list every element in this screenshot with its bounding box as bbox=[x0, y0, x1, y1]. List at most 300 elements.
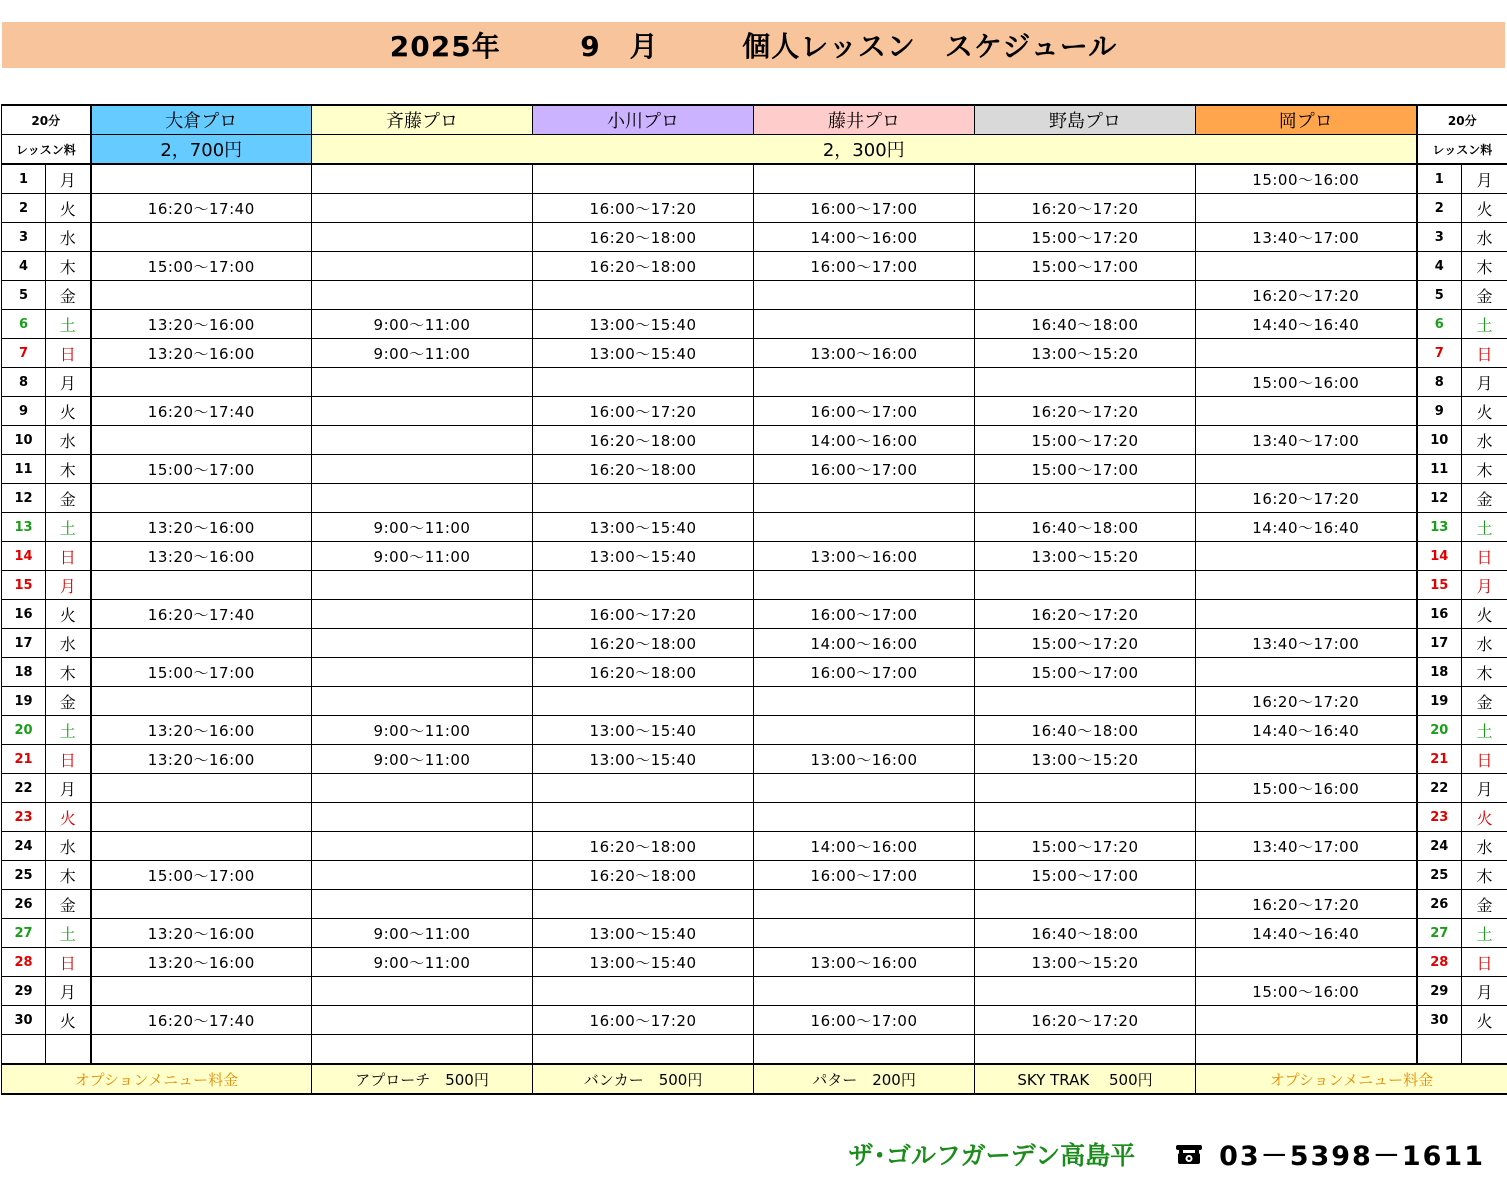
time-slot-nojima bbox=[975, 484, 1196, 513]
time-slot-oka: 16:20～17:20 bbox=[1196, 484, 1417, 513]
time-slot-saito bbox=[312, 977, 533, 1006]
title-bar bbox=[2, 22, 1505, 68]
duration-label-right: 20分 bbox=[1417, 105, 1507, 135]
schedule-row bbox=[2, 919, 1507, 948]
day-number-right: 2 bbox=[1417, 194, 1462, 223]
time-slot-ogawa: 13:00～15:40 bbox=[533, 716, 754, 745]
day-number: 26 bbox=[2, 890, 46, 919]
day-of-week: 日 bbox=[46, 339, 91, 368]
day-number-right: 21 bbox=[1417, 745, 1462, 774]
time-slot-oka bbox=[1196, 861, 1417, 890]
fee-label-right: レッスン料 bbox=[1417, 135, 1507, 165]
time-slot-oka bbox=[1196, 339, 1417, 368]
day-of-week: 金 bbox=[46, 687, 91, 716]
empty-cell bbox=[46, 1035, 91, 1065]
time-slot-nojima: 15:00～17:00 bbox=[975, 252, 1196, 281]
empty-cell bbox=[312, 1035, 533, 1065]
time-slot-nojima bbox=[975, 368, 1196, 397]
time-slot-okura: 15:00～17:00 bbox=[91, 861, 312, 890]
option-item: バンカー 500円 bbox=[533, 1064, 754, 1094]
time-slot-saito bbox=[312, 397, 533, 426]
time-slot-nojima: 16:20～17:20 bbox=[975, 1006, 1196, 1035]
day-number-right: 30 bbox=[1417, 1006, 1462, 1035]
schedule-body bbox=[2, 105, 1507, 1094]
time-slot-ogawa bbox=[533, 484, 754, 513]
day-number-right: 25 bbox=[1417, 861, 1462, 890]
day-number-right: 20 bbox=[1417, 716, 1462, 745]
time-slot-ogawa: 13:00～15:40 bbox=[533, 919, 754, 948]
time-slot-ogawa: 16:20～18:00 bbox=[533, 223, 754, 252]
store-name: ザ･ゴルフガーデン高島平 bbox=[848, 1140, 1136, 1170]
day-number: 6 bbox=[2, 310, 46, 339]
day-number-right: 5 bbox=[1417, 281, 1462, 310]
time-slot-saito bbox=[312, 223, 533, 252]
fee-label-left: レッスン料 bbox=[2, 135, 91, 165]
time-slot-okura bbox=[91, 281, 312, 310]
time-slot-nojima: 15:00～17:20 bbox=[975, 832, 1196, 861]
time-slot-nojima: 15:00～17:20 bbox=[975, 223, 1196, 252]
time-slot-saito bbox=[312, 484, 533, 513]
day-number: 25 bbox=[2, 861, 46, 890]
day-of-week: 金 bbox=[46, 281, 91, 310]
time-slot-saito bbox=[312, 252, 533, 281]
day-number-right: 13 bbox=[1417, 513, 1462, 542]
day-of-week: 金 bbox=[46, 890, 91, 919]
time-slot-saito bbox=[312, 1006, 533, 1035]
time-slot-nojima: 13:00～15:20 bbox=[975, 339, 1196, 368]
time-slot-fujii: 13:00～16:00 bbox=[754, 745, 975, 774]
pro-header-okura: 大倉プロ bbox=[91, 105, 312, 135]
time-slot-oka: 15:00～16:00 bbox=[1196, 977, 1417, 1006]
day-number: 8 bbox=[2, 368, 46, 397]
schedule-row bbox=[2, 629, 1507, 658]
time-slot-ogawa: 13:00～15:40 bbox=[533, 542, 754, 571]
time-slot-fujii bbox=[754, 281, 975, 310]
time-slot-okura bbox=[91, 890, 312, 919]
time-slot-saito bbox=[312, 164, 533, 194]
time-slot-okura bbox=[91, 426, 312, 455]
day-number-right: 28 bbox=[1417, 948, 1462, 977]
time-slot-saito bbox=[312, 890, 533, 919]
time-slot-fujii: 16:00～17:00 bbox=[754, 658, 975, 687]
time-slot-nojima bbox=[975, 571, 1196, 600]
day-of-week-right: 木 bbox=[1462, 861, 1507, 890]
time-slot-okura bbox=[91, 977, 312, 1006]
schedule-row bbox=[2, 455, 1507, 484]
time-slot-okura bbox=[91, 774, 312, 803]
day-of-week: 水 bbox=[46, 426, 91, 455]
day-of-week-right: 水 bbox=[1462, 223, 1507, 252]
day-of-week: 月 bbox=[46, 368, 91, 397]
time-slot-fujii bbox=[754, 890, 975, 919]
time-slot-saito: 9:00～11:00 bbox=[312, 542, 533, 571]
day-number: 27 bbox=[2, 919, 46, 948]
schedule-row bbox=[2, 542, 1507, 571]
time-slot-fujii bbox=[754, 513, 975, 542]
day-of-week: 土 bbox=[46, 513, 91, 542]
schedule-row bbox=[2, 252, 1507, 281]
time-slot-saito: 9:00～11:00 bbox=[312, 745, 533, 774]
day-number: 16 bbox=[2, 600, 46, 629]
time-slot-oka: 13:40～17:00 bbox=[1196, 629, 1417, 658]
time-slot-nojima: 13:00～15:20 bbox=[975, 745, 1196, 774]
day-number-right: 9 bbox=[1417, 397, 1462, 426]
day-of-week-right: 月 bbox=[1462, 164, 1507, 194]
day-of-week: 火 bbox=[46, 803, 91, 832]
day-number-right: 23 bbox=[1417, 803, 1462, 832]
time-slot-fujii bbox=[754, 310, 975, 339]
time-slot-oka: 13:40～17:00 bbox=[1196, 832, 1417, 861]
day-of-week-right: 日 bbox=[1462, 948, 1507, 977]
time-slot-oka: 15:00～16:00 bbox=[1196, 774, 1417, 803]
day-of-week-right: 火 bbox=[1462, 397, 1507, 426]
day-number: 3 bbox=[2, 223, 46, 252]
time-slot-oka bbox=[1196, 803, 1417, 832]
empty-cell bbox=[91, 1035, 312, 1065]
time-slot-saito bbox=[312, 194, 533, 223]
time-slot-oka bbox=[1196, 571, 1417, 600]
day-of-week-right: 月 bbox=[1462, 774, 1507, 803]
day-of-week: 水 bbox=[46, 629, 91, 658]
day-number-right: 22 bbox=[1417, 774, 1462, 803]
day-number: 22 bbox=[2, 774, 46, 803]
schedule-row bbox=[2, 194, 1507, 223]
time-slot-fujii bbox=[754, 164, 975, 194]
day-number: 18 bbox=[2, 658, 46, 687]
schedule-row bbox=[2, 368, 1507, 397]
time-slot-saito: 9:00～11:00 bbox=[312, 310, 533, 339]
time-slot-oka bbox=[1196, 600, 1417, 629]
schedule-row bbox=[2, 658, 1507, 687]
day-number: 4 bbox=[2, 252, 46, 281]
day-number: 9 bbox=[2, 397, 46, 426]
day-of-week-right: 日 bbox=[1462, 542, 1507, 571]
day-number: 12 bbox=[2, 484, 46, 513]
day-of-week-right: 金 bbox=[1462, 484, 1507, 513]
time-slot-okura: 16:20～17:40 bbox=[91, 194, 312, 223]
time-slot-okura: 13:20～16:00 bbox=[91, 716, 312, 745]
schedule-row bbox=[2, 571, 1507, 600]
day-number: 7 bbox=[2, 339, 46, 368]
time-slot-nojima: 15:00～17:00 bbox=[975, 861, 1196, 890]
day-of-week: 土 bbox=[46, 919, 91, 948]
day-number-right: 27 bbox=[1417, 919, 1462, 948]
time-slot-ogawa: 16:00～17:20 bbox=[533, 194, 754, 223]
schedule-row bbox=[2, 484, 1507, 513]
day-of-week-right: 火 bbox=[1462, 1006, 1507, 1035]
day-number-right: 24 bbox=[1417, 832, 1462, 861]
day-number-right: 11 bbox=[1417, 455, 1462, 484]
day-of-week-right: 木 bbox=[1462, 455, 1507, 484]
day-number: 30 bbox=[2, 1006, 46, 1035]
schedule-row bbox=[2, 890, 1507, 919]
day-number: 24 bbox=[2, 832, 46, 861]
time-slot-fujii: 16:00～17:00 bbox=[754, 600, 975, 629]
day-of-week: 土 bbox=[46, 716, 91, 745]
time-slot-okura: 13:20～16:00 bbox=[91, 745, 312, 774]
schedule-row bbox=[2, 948, 1507, 977]
time-slot-okura: 13:20～16:00 bbox=[91, 339, 312, 368]
time-slot-okura: 13:20～16:00 bbox=[91, 513, 312, 542]
empty-cell bbox=[1417, 1035, 1462, 1065]
title-year: 2025年 bbox=[389, 30, 501, 63]
time-slot-okura bbox=[91, 687, 312, 716]
time-slot-nojima: 15:00～17:00 bbox=[975, 658, 1196, 687]
time-slot-ogawa: 16:20～18:00 bbox=[533, 426, 754, 455]
time-slot-oka: 16:20～17:20 bbox=[1196, 687, 1417, 716]
time-slot-nojima bbox=[975, 774, 1196, 803]
time-slot-okura: 15:00～17:00 bbox=[91, 455, 312, 484]
time-slot-fujii bbox=[754, 687, 975, 716]
day-number-right: 16 bbox=[1417, 600, 1462, 629]
time-slot-fujii: 14:00～16:00 bbox=[754, 426, 975, 455]
time-slot-nojima bbox=[975, 803, 1196, 832]
time-slot-fujii: 13:00～16:00 bbox=[754, 542, 975, 571]
day-of-week-right: 月 bbox=[1462, 368, 1507, 397]
day-of-week-right: 水 bbox=[1462, 832, 1507, 861]
time-slot-fujii: 13:00～16:00 bbox=[754, 339, 975, 368]
time-slot-fujii: 16:00～17:00 bbox=[754, 1006, 975, 1035]
time-slot-fujii: 13:00～16:00 bbox=[754, 948, 975, 977]
time-slot-saito bbox=[312, 600, 533, 629]
schedule-row bbox=[2, 600, 1507, 629]
time-slot-nojima: 16:40～18:00 bbox=[975, 513, 1196, 542]
day-of-week: 水 bbox=[46, 832, 91, 861]
pro-header-oka: 岡プロ bbox=[1196, 105, 1417, 135]
time-slot-ogawa: 13:00～15:40 bbox=[533, 339, 754, 368]
empty-cell bbox=[1196, 1035, 1417, 1065]
schedule-row bbox=[2, 716, 1507, 745]
pro-header-saito: 斉藤プロ bbox=[312, 105, 533, 135]
day-number-right: 4 bbox=[1417, 252, 1462, 281]
time-slot-nojima: 16:20～17:20 bbox=[975, 397, 1196, 426]
day-of-week: 水 bbox=[46, 223, 91, 252]
day-number: 1 bbox=[2, 164, 46, 194]
day-number-right: 15 bbox=[1417, 571, 1462, 600]
duration-label-left: 20分 bbox=[2, 105, 91, 135]
time-slot-saito bbox=[312, 687, 533, 716]
schedule-row bbox=[2, 832, 1507, 861]
time-slot-saito bbox=[312, 629, 533, 658]
time-slot-ogawa: 16:00～17:20 bbox=[533, 397, 754, 426]
schedule-row bbox=[2, 164, 1507, 194]
time-slot-fujii: 14:00～16:00 bbox=[754, 629, 975, 658]
phone-number: 03－5398－1611 bbox=[1219, 1141, 1485, 1172]
day-of-week: 土 bbox=[46, 310, 91, 339]
day-number: 17 bbox=[2, 629, 46, 658]
time-slot-ogawa: 13:00～15:40 bbox=[533, 513, 754, 542]
time-slot-okura bbox=[91, 368, 312, 397]
day-of-week: 日 bbox=[46, 745, 91, 774]
day-of-week: 日 bbox=[46, 948, 91, 977]
time-slot-okura bbox=[91, 164, 312, 194]
time-slot-ogawa: 16:20～18:00 bbox=[533, 455, 754, 484]
day-of-week-right: 金 bbox=[1462, 890, 1507, 919]
day-number: 5 bbox=[2, 281, 46, 310]
pro-header-ogawa: 小川プロ bbox=[533, 105, 754, 135]
time-slot-oka bbox=[1196, 658, 1417, 687]
time-slot-oka: 15:00～16:00 bbox=[1196, 368, 1417, 397]
time-slot-okura: 16:20～17:40 bbox=[91, 397, 312, 426]
day-of-week: 月 bbox=[46, 977, 91, 1006]
day-number-right: 12 bbox=[1417, 484, 1462, 513]
time-slot-ogawa: 16:20～18:00 bbox=[533, 252, 754, 281]
day-of-week: 木 bbox=[46, 252, 91, 281]
pro-header-nojima: 野島プロ bbox=[975, 105, 1196, 135]
empty-cell bbox=[754, 1035, 975, 1065]
time-slot-okura bbox=[91, 832, 312, 861]
time-slot-fujii bbox=[754, 774, 975, 803]
time-slot-ogawa: 16:20～18:00 bbox=[533, 832, 754, 861]
time-slot-ogawa bbox=[533, 571, 754, 600]
day-of-week-right: 金 bbox=[1462, 687, 1507, 716]
time-slot-nojima: 15:00～17:20 bbox=[975, 629, 1196, 658]
time-slot-fujii bbox=[754, 919, 975, 948]
title-month: 9 月 bbox=[580, 30, 659, 63]
time-slot-ogawa: 13:00～15:40 bbox=[533, 948, 754, 977]
empty-cell bbox=[533, 1035, 754, 1065]
schedule-row bbox=[2, 310, 1507, 339]
schedule-row bbox=[2, 977, 1507, 1006]
pro-header-fujii: 藤井プロ bbox=[754, 105, 975, 135]
time-slot-okura bbox=[91, 803, 312, 832]
time-slot-oka bbox=[1196, 455, 1417, 484]
day-of-week: 月 bbox=[46, 164, 91, 194]
header-row-pros bbox=[2, 105, 1507, 135]
time-slot-okura bbox=[91, 223, 312, 252]
options-row bbox=[2, 1064, 1507, 1094]
time-slot-okura bbox=[91, 629, 312, 658]
schedule-row bbox=[2, 774, 1507, 803]
time-slot-oka: 14:40～16:40 bbox=[1196, 716, 1417, 745]
day-of-week: 火 bbox=[46, 194, 91, 223]
time-slot-okura bbox=[91, 571, 312, 600]
day-of-week: 木 bbox=[46, 658, 91, 687]
day-number-right: 17 bbox=[1417, 629, 1462, 658]
time-slot-ogawa bbox=[533, 803, 754, 832]
day-of-week-right: 火 bbox=[1462, 600, 1507, 629]
time-slot-saito: 9:00～11:00 bbox=[312, 716, 533, 745]
day-number: 21 bbox=[2, 745, 46, 774]
day-number: 19 bbox=[2, 687, 46, 716]
title-label: 個人レッスン スケジュール bbox=[742, 30, 1118, 63]
day-number: 14 bbox=[2, 542, 46, 571]
option-item: パター 200円 bbox=[754, 1064, 975, 1094]
option-item: アプローチ 500円 bbox=[312, 1064, 533, 1094]
time-slot-oka: 14:40～16:40 bbox=[1196, 919, 1417, 948]
time-slot-nojima bbox=[975, 890, 1196, 919]
day-of-week-right: 水 bbox=[1462, 426, 1507, 455]
schedule-table bbox=[1, 104, 1507, 1095]
day-number: 23 bbox=[2, 803, 46, 832]
day-number: 28 bbox=[2, 948, 46, 977]
day-of-week-right: 木 bbox=[1462, 658, 1507, 687]
time-slot-saito bbox=[312, 455, 533, 484]
time-slot-saito bbox=[312, 803, 533, 832]
time-slot-ogawa bbox=[533, 368, 754, 397]
empty-row bbox=[2, 1035, 1507, 1065]
time-slot-ogawa bbox=[533, 687, 754, 716]
day-number-right: 3 bbox=[1417, 223, 1462, 252]
time-slot-fujii: 14:00～16:00 bbox=[754, 832, 975, 861]
day-number-right: 7 bbox=[1417, 339, 1462, 368]
day-of-week-right: 土 bbox=[1462, 919, 1507, 948]
time-slot-nojima: 16:40～18:00 bbox=[975, 716, 1196, 745]
day-number: 10 bbox=[2, 426, 46, 455]
time-slot-saito bbox=[312, 571, 533, 600]
day-of-week: 木 bbox=[46, 861, 91, 890]
schedule-row bbox=[2, 426, 1507, 455]
time-slot-nojima: 16:40～18:00 bbox=[975, 310, 1196, 339]
time-slot-oka bbox=[1196, 1006, 1417, 1035]
schedule-row bbox=[2, 745, 1507, 774]
time-slot-ogawa: 16:20～18:00 bbox=[533, 658, 754, 687]
time-slot-ogawa bbox=[533, 281, 754, 310]
time-slot-saito bbox=[312, 658, 533, 687]
time-slot-ogawa: 16:00～17:20 bbox=[533, 600, 754, 629]
day-number: 29 bbox=[2, 977, 46, 1006]
day-number: 15 bbox=[2, 571, 46, 600]
time-slot-saito: 9:00～11:00 bbox=[312, 919, 533, 948]
time-slot-oka bbox=[1196, 194, 1417, 223]
price-okura: 2，700円 bbox=[91, 135, 312, 165]
day-of-week-right: 水 bbox=[1462, 629, 1507, 658]
day-of-week-right: 木 bbox=[1462, 252, 1507, 281]
time-slot-ogawa bbox=[533, 890, 754, 919]
day-of-week-right: 土 bbox=[1462, 310, 1507, 339]
time-slot-fujii: 16:00～17:00 bbox=[754, 194, 975, 223]
schedule-row bbox=[2, 223, 1507, 252]
day-number-right: 18 bbox=[1417, 658, 1462, 687]
time-slot-okura: 16:20～17:40 bbox=[91, 600, 312, 629]
day-of-week-right: 金 bbox=[1462, 281, 1507, 310]
time-slot-oka: 16:20～17:20 bbox=[1196, 281, 1417, 310]
time-slot-fujii bbox=[754, 484, 975, 513]
day-of-week-right: 土 bbox=[1462, 513, 1507, 542]
time-slot-nojima bbox=[975, 977, 1196, 1006]
footer bbox=[848, 1134, 1485, 1173]
day-of-week-right: 火 bbox=[1462, 803, 1507, 832]
schedule-row bbox=[2, 339, 1507, 368]
time-slot-ogawa: 16:20～18:00 bbox=[533, 861, 754, 890]
time-slot-nojima bbox=[975, 687, 1196, 716]
day-of-week-right: 火 bbox=[1462, 194, 1507, 223]
time-slot-okura: 13:20～16:00 bbox=[91, 919, 312, 948]
time-slot-ogawa bbox=[533, 977, 754, 1006]
time-slot-oka bbox=[1196, 745, 1417, 774]
time-slot-fujii bbox=[754, 368, 975, 397]
time-slot-oka bbox=[1196, 948, 1417, 977]
time-slot-ogawa: 16:00～17:20 bbox=[533, 1006, 754, 1035]
time-slot-fujii bbox=[754, 716, 975, 745]
time-slot-saito bbox=[312, 368, 533, 397]
day-of-week: 火 bbox=[46, 600, 91, 629]
time-slot-saito: 9:00～11:00 bbox=[312, 339, 533, 368]
day-of-week: 木 bbox=[46, 455, 91, 484]
time-slot-nojima: 15:00～17:20 bbox=[975, 426, 1196, 455]
empty-cell bbox=[2, 1035, 46, 1065]
time-slot-fujii bbox=[754, 571, 975, 600]
time-slot-okura: 15:00～17:00 bbox=[91, 252, 312, 281]
time-slot-oka: 14:40～16:40 bbox=[1196, 310, 1417, 339]
time-slot-saito bbox=[312, 774, 533, 803]
schedule-row bbox=[2, 281, 1507, 310]
day-of-week: 日 bbox=[46, 542, 91, 571]
time-slot-okura: 13:20～16:00 bbox=[91, 310, 312, 339]
time-slot-fujii: 16:00～17:00 bbox=[754, 861, 975, 890]
day-of-week: 月 bbox=[46, 774, 91, 803]
time-slot-okura bbox=[91, 484, 312, 513]
